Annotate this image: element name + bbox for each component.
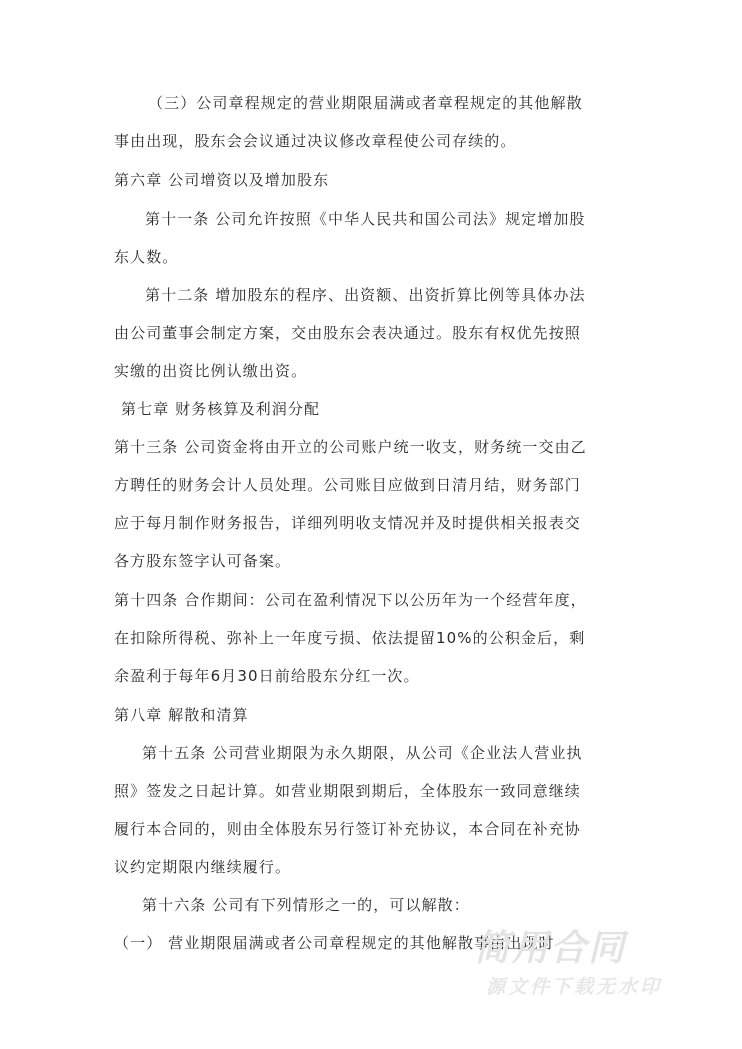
chapter-heading: 第七章 财务核算及利润分配: [121, 400, 321, 418]
paragraph-line: 第十五条 公司营业期限为永久期限，从公司《企业法人营业执: [142, 744, 583, 762]
paragraph-line: 东人数。: [114, 248, 179, 266]
paragraph-line: 各方股东签字认可备案。: [114, 552, 292, 570]
paragraph-line: 照》签发之日起计算。如营业期限到期后，全体股东一致同意继续: [114, 782, 581, 800]
paragraph-line: 第十三条 公司资金将由开立的公司账户统一收支，财务统一交由乙: [114, 438, 587, 456]
paragraph-line: 议约定期限内继续履行。: [114, 858, 292, 876]
paragraph-line: 由公司董事会制定方案，交由股东会表决通过。股东有权优先按照: [114, 324, 581, 342]
watermark-slogan: 源文件下载无水印: [486, 976, 663, 998]
paragraph-line: （三）公司章程规定的营业期限届满或者章程规定的其他解散: [148, 94, 583, 112]
paragraph-line: 余盈利于每年6月30日前给股东分红一次。: [114, 667, 420, 685]
paragraph-line: 履行本合同的，则由全体股东另行签订补充协议，本合同在补充协: [114, 820, 581, 838]
paragraph-line: 第十六条 公司有下列情形之一的，可以解散：: [142, 896, 470, 914]
paragraph-line: 事由出现，股东会会议通过决议修改章程使公司存续的。: [114, 132, 517, 150]
paragraph-line: （一） 营业期限届满或者公司章程规定的其他解散事由出现时: [114, 934, 555, 952]
chapter-heading: 第八章 解散和清算: [114, 706, 249, 724]
paragraph-line: 第十一条 公司允许按照《中华人民共和国公司法》规定增加股: [145, 210, 586, 228]
paragraph-line: 应于每月制作财务报告，详细列明收支情况并及时提供相关报表交: [114, 514, 581, 532]
paragraph-line: 实缴的出资比例认缴出资。: [114, 362, 308, 380]
paragraph-line: 在扣除所得税、弥补上一年度亏损、依法提留10%的公积金后，剩: [114, 629, 586, 647]
paragraph-line: 方聘任的财务会计人员处理。公司账目应做到日清月结，财务部门: [114, 476, 581, 494]
chapter-heading: 第六章 公司增资以及增加股东: [114, 171, 330, 189]
paragraph-line: 第十四条 合作期间：公司在盈利情况下以公历年为一个经营年度，: [114, 591, 587, 609]
paragraph-line: 第十二条 增加股东的程序、出资额、出资折算比例等具体办法: [145, 286, 586, 304]
watermark-brand: 简用合同: [474, 928, 627, 969]
